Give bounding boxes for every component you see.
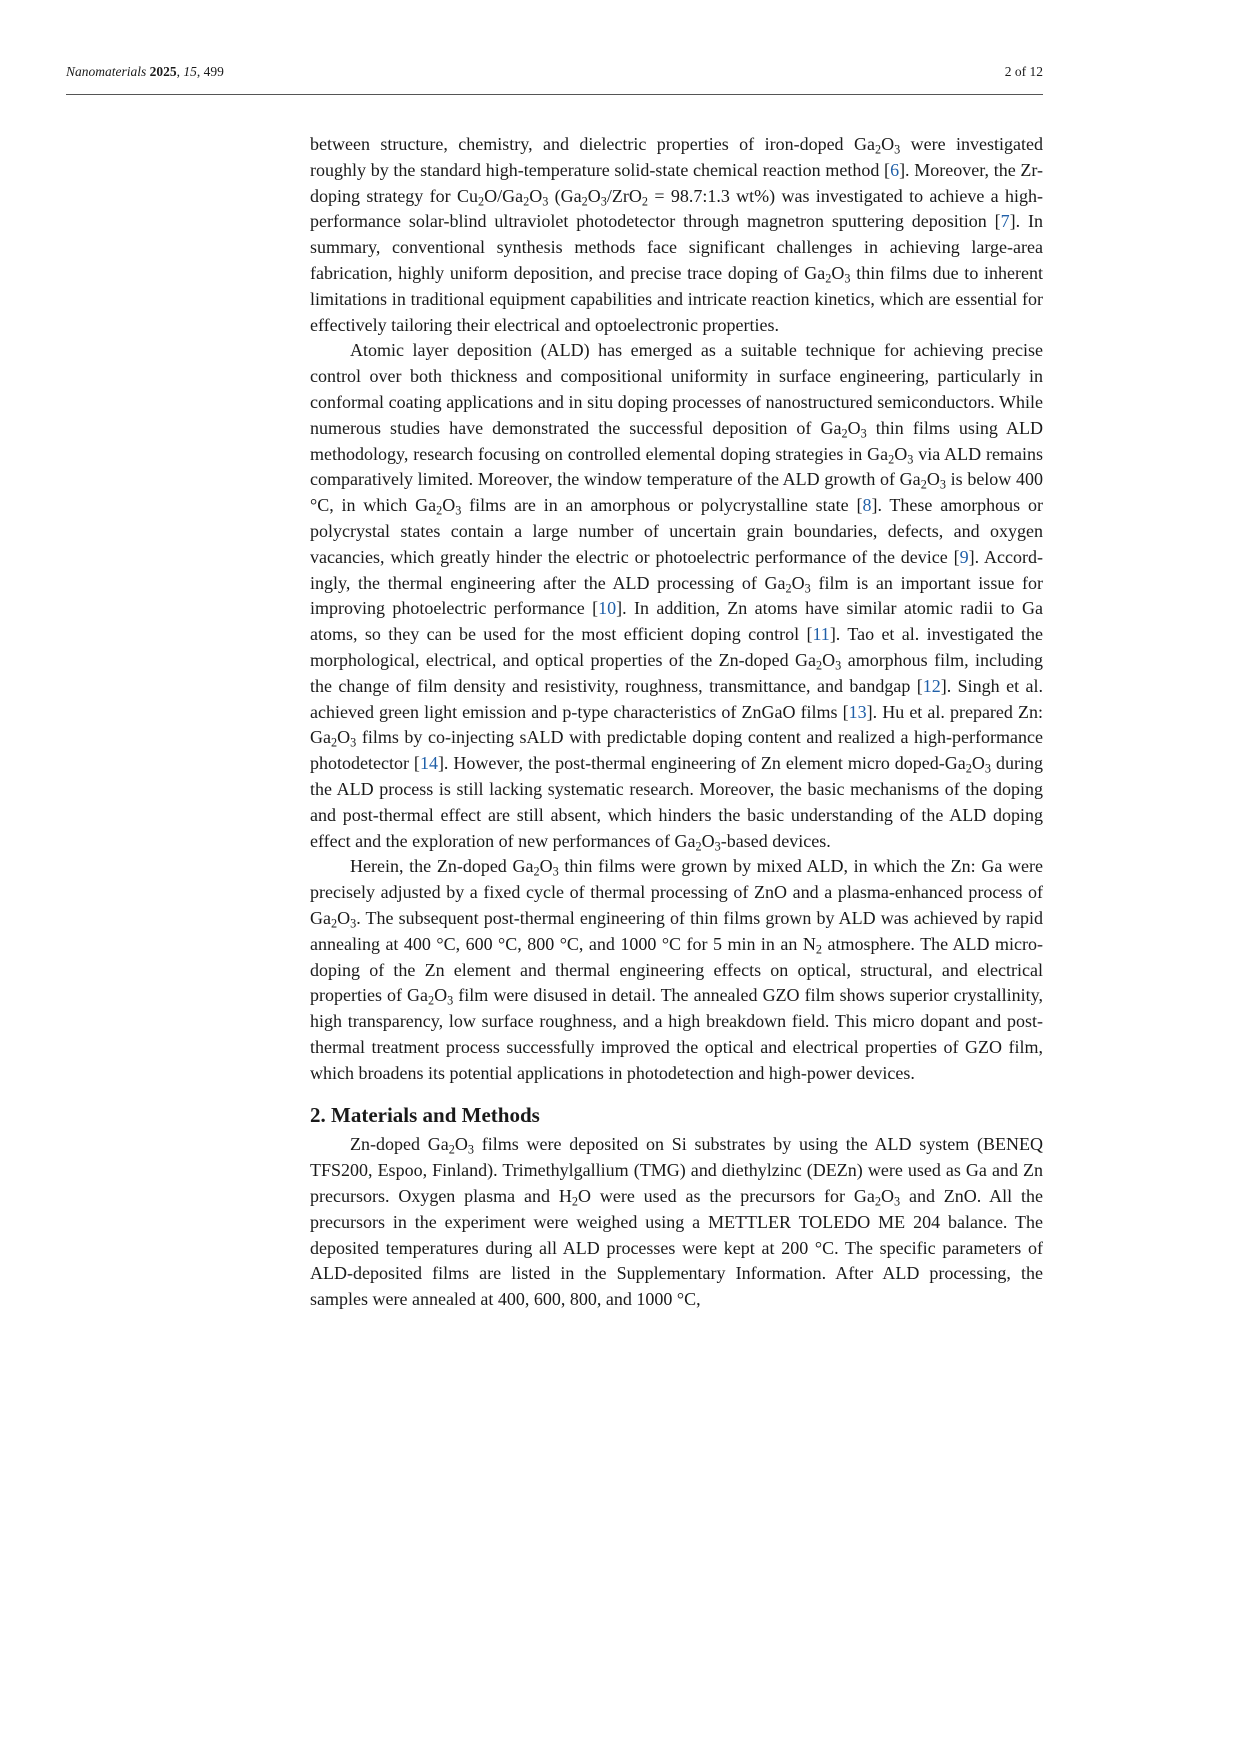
citation-sep: ,: [196, 64, 204, 79]
subscript: 3: [714, 838, 721, 853]
subscript: 3: [804, 580, 811, 595]
subscript: 3: [552, 864, 559, 879]
page-number: 2 of 12: [1004, 64, 1043, 79]
subscript: 2: [331, 735, 338, 750]
subscript: 2: [523, 194, 530, 209]
subscript: 2: [436, 503, 443, 518]
journal-citation: [66, 64, 224, 80]
subscript: 2: [841, 426, 848, 441]
subscript: 3: [835, 658, 842, 673]
subscript: 3: [893, 1194, 901, 1209]
subscript: 3: [894, 142, 901, 157]
subscript: 2: [874, 142, 882, 157]
subscript: 2: [641, 194, 649, 209]
subscript: 2: [695, 838, 702, 853]
running-header: [66, 64, 1043, 95]
citation-link[interactable]: 8: [862, 495, 872, 516]
subscript: 3: [542, 194, 549, 209]
journal-volume: 15: [183, 64, 197, 79]
section-heading: 2. Materials and Methods: [310, 1103, 540, 1128]
subscript: 3: [350, 916, 357, 931]
journal-name: Nanomaterials: [66, 64, 147, 79]
subscript: 2: [888, 451, 895, 466]
citation-link[interactable]: 13: [848, 701, 867, 722]
subscript: 3: [467, 1142, 474, 1157]
subscript: 3: [600, 194, 607, 209]
citation-sep: ,: [176, 64, 184, 79]
body-paragraph: between structure, chemistry, and dielectric properties of iron-doped $Ga_2O_3$ were investigated roughly by the standard high-temperature solid-state chemical reaction method [6]. Moreover, the Zr-doping strategy for $Cu_2O/Ga_2O_3$ ($Ga_2O_3/ZrO_2$ = 98.7:1.3 wt%) was investigated to achieve a high-performance solar-blind ultraviolet photodetector through magnetron sputtering deposition [7]. In summary, conventional synthesis methods face significant challenges in achieving large-area fabrication, highly uniform deposition, and precise trace doping of $Ga_2O_3$ thin films due to inherent limitations in traditional equipment capabilities and intricate reaction kinetics, which are essential for effectively tailoring their electrical and optoelectronic properties.: [310, 134, 1044, 335]
subscript: 3: [455, 503, 462, 518]
article-body: [310, 132, 1043, 1313]
citation-link[interactable]: 12: [922, 675, 941, 696]
subscript: 3: [907, 451, 914, 466]
subscript: 2: [477, 194, 485, 209]
subscript: 2: [965, 761, 972, 776]
subscript: 3: [939, 477, 946, 492]
subscript: 2: [571, 1194, 578, 1209]
body-paragraph: Herein, the Zn-doped $Ga_2O_3$ thin films were grown by mixed ALD, in which the Zn: Ga were precisely adjusted by a fixed cycle of thermal processing of ZnO and a plasma-enhanced process of $Ga_2O_3$. The subsequent post-thermal engineering of thin films grown by ALD was achieved by rapid annealing at 400 °C, 600 °C, 800 °C, and 1000 °C for 5 min in an $N_2$ atmosphere. The ALD micro-doping of the Zn element and thermal engineering effects on optical, structural, and electrical properties of $Ga_2O_3$ film were disused in detail. The annealed GZO film shows superior crystallinity, high transparency, low surface roughness, and a high breakdown field. This micro dopant and post-thermal treatment process successfully improved the optical and electrical properties of GZO film, which broadens its potential applications in photodetection and high-power devices.: [310, 856, 1043, 1083]
subscript: 2: [428, 993, 435, 1008]
citation-link[interactable]: 10: [598, 598, 617, 619]
citation-link[interactable]: 14: [419, 753, 438, 774]
subscript: 3: [844, 271, 851, 286]
subscript: 2: [581, 194, 588, 209]
subscript: 2: [331, 916, 338, 931]
subscript: 2: [816, 658, 823, 673]
citation-link[interactable]: 9: [959, 546, 969, 567]
subscript: 2: [533, 864, 540, 879]
subscript: 3: [860, 426, 867, 441]
subscript: 3: [447, 993, 454, 1008]
body-paragraph: Zn-doped $Ga_2O_3$ films were deposited on Si substrates by using the ALD system (BENEQ TFS200, Espoo, Finland). Trimethylgallium (TMG) and diethylzinc (DEZn) were used as Ga and Zn precursors. Oxygen plasma and $H_2O$ were used as the precursors for $Ga_2O_3$ and ZnO. All the precursors in the experiment were weighed using a METTLER TOLEDO ME 204 balance. The deposited temperatures during all ALD processes were kept at 200 °C. The specific parameters of ALD-deposited films are listed in the Supplementary Information. After ALD processing, the samples were annealed at 400, 600, 800, and 1000 °C,: [310, 1134, 1044, 1310]
citation-link[interactable]: 11: [812, 624, 830, 645]
subscript: 2: [815, 942, 822, 957]
article-number: 499: [203, 64, 224, 79]
subscript: 2: [920, 477, 927, 492]
subscript: 2: [785, 580, 792, 595]
subscript: 3: [350, 735, 357, 750]
subscript: 3: [984, 761, 992, 776]
citation-link[interactable]: 6: [890, 159, 900, 180]
citation-link[interactable]: 7: [1000, 211, 1010, 232]
subscript: 2: [448, 1142, 455, 1157]
journal-year: 2025: [149, 64, 177, 79]
subscript: 2: [874, 1194, 881, 1209]
body-paragraph: Atomic layer deposition (ALD) has emerged as a suitable technique for achieving precise control over both thickness and compositional uniformity in surface engineering, particularly in conformal coating applications and in situ doping processes of nanostructured semiconductors. While numerous studies have demonstrated the successful deposition of $Ga_2O_3$ thin films using ALD methodology, research focusing on controlled elemental doping strategies in $Ga_2O_3$ via ALD remains comparatively limited. Moreover, the window temperature of the ALD growth of $Ga_2O_3$ is below 400 °C, in which $Ga_2O_3$ films are in an amorphous or polycrystalline state [8]. These amorphous or polycrystal states contain a large number of uncertain grain boundaries, defects, and oxygen vacancies, which greatly hinder the electric or photoelectric performance of the device [9]. Accordingly, the thermal engineering after the ALD processing of $Ga_2O_3$ film is an important issue for improving photoelectric performance [10]. In addition, Zn atoms have similar atomic radii to Ga atoms, so they can be used for the most efficient doping control [11]. Tao et al. investigated the morphological, electrical, and optical properties of the Zn-doped $Ga_2O_3$ amorphous film, including the change of film density and resistivity, roughness, transmittance, and bandgap [12]. Singh et al. achieved green light emission and p-type characteristics of ZnGaO films [13]. Hu et al. prepared Zn: $Ga_2O_3$ films by co-injecting sALD with predictable doping content and realized a high-performance photodetector [14]. However, the post-thermal engineering of Zn element micro doped-$Ga_2O_3$ during the ALD process is still lacking systematic research. Moreover, the basic mechanisms of the doping and post-thermal effect are still absent, which hinders the basic understanding of the ALD doping effect and the exploration of new performances of $Ga_2O_3$-based devices.: [310, 340, 1044, 853]
subscript: 2: [825, 271, 832, 286]
